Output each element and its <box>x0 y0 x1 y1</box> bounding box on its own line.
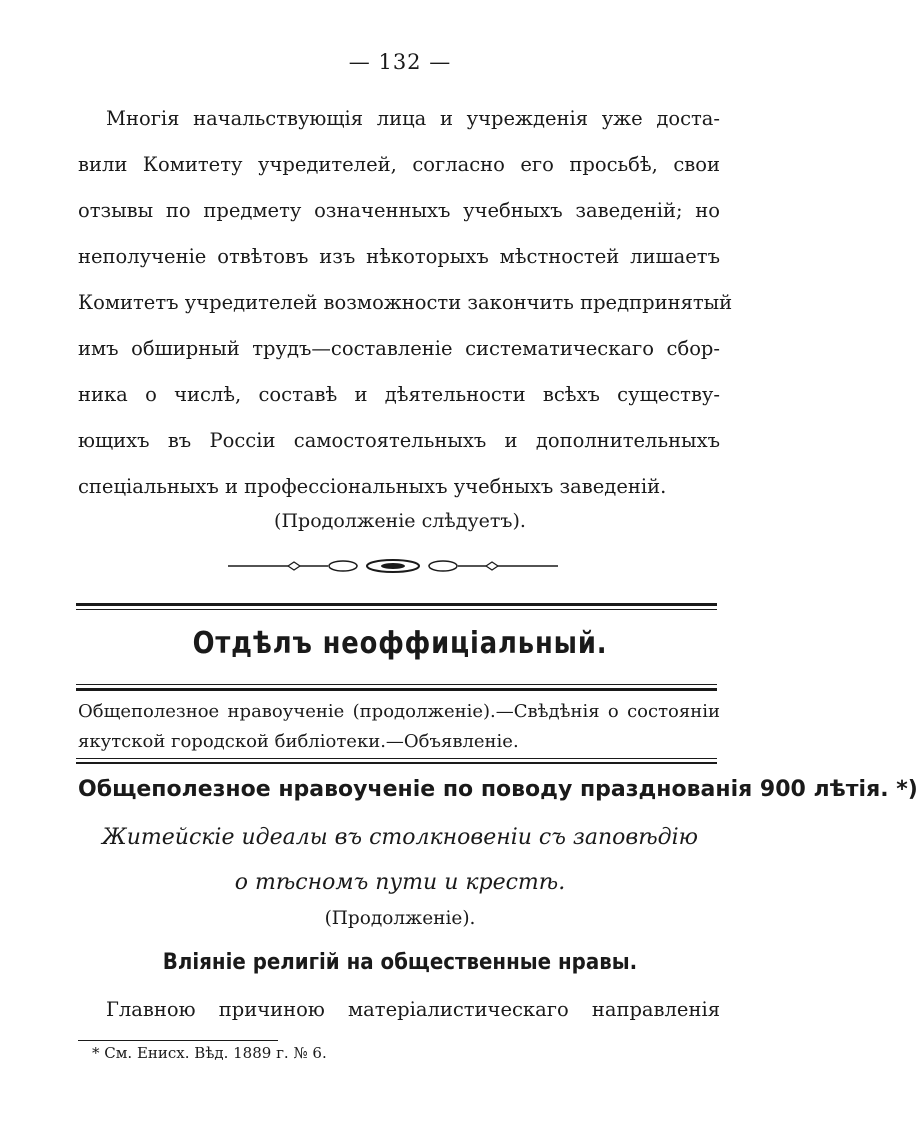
paragraph-line: вили Комитету учредителей, согласно его просьбѣ, свои <box>78 153 720 176</box>
article-subtitle-line: о тѣсномъ пути и крестѣ. <box>234 870 566 895</box>
body-paragraph <box>78 96 733 510</box>
subheading: Вліяніе религій на общественные нравы. <box>162 950 638 975</box>
paragraph-line: ющихъ въ Россіи самостоятельныхъ и дополнительныхъ <box>78 429 720 452</box>
double-rule-top-thin <box>76 609 717 610</box>
paragraph-line: неполученіе отвѣтовъ изъ нѣкоторыхъ мѣстностей лишаетъ <box>78 245 720 268</box>
article-subtitle-line: Житейскіе идеалы въ столкновеніи съ заповѣдію <box>102 825 698 850</box>
ornament-divider <box>228 555 558 577</box>
paragraph-line: Многія начальствующія лица и учрежденія уже доста- <box>106 107 720 130</box>
contents-rule-bottom-thin <box>76 758 717 759</box>
footnote: * См. Енисх. Вѣд. 1889 г. № 6. <box>92 1044 327 1062</box>
page-number: — 132 — <box>348 50 452 74</box>
contents-rule-top <box>76 688 717 691</box>
paragraph-line: ника о числѣ, составѣ и дѣятельности всѣхъ существу- <box>78 383 720 406</box>
article-title: Общеполезное нравоученіе по поводу празднованія 900 лѣтія. *) <box>78 777 918 802</box>
contents-rule-top-thin <box>76 684 717 685</box>
paragraph-line: отзывы по предмету означенныхъ учебныхъ заведеній; но <box>78 199 720 222</box>
footnote-rule <box>78 1040 278 1041</box>
double-rule-top <box>76 603 717 606</box>
contents-rule-bottom <box>76 762 717 764</box>
contents-line: Общеполезное нравоученіе (продолженіе).—Свѣдѣнія о состояніи <box>78 701 720 722</box>
paragraph-line: спеціальныхъ и профессіональныхъ учебныхъ заведеній. <box>78 475 667 498</box>
section-contents <box>78 697 720 757</box>
paragraph-line: имъ обширный трудъ—составленіе систематическаго сбор- <box>78 337 720 360</box>
paragraph-line: Главною причиною матеріалистическаго направленія <box>106 998 720 1021</box>
contents-line: якутской городской библіотеки.—Объявленіе. <box>78 731 519 752</box>
paragraph-line: Комитетъ учредителей возможности закончить предпринятый <box>78 291 733 314</box>
continued-note: (Продолженіе слѣдуетъ). <box>274 510 526 532</box>
article-continued-note: (Продолженіе). <box>324 908 476 929</box>
section-title: Отдѣлъ неоффиціальный. <box>192 626 608 661</box>
body-paragraph-start <box>78 990 720 1030</box>
